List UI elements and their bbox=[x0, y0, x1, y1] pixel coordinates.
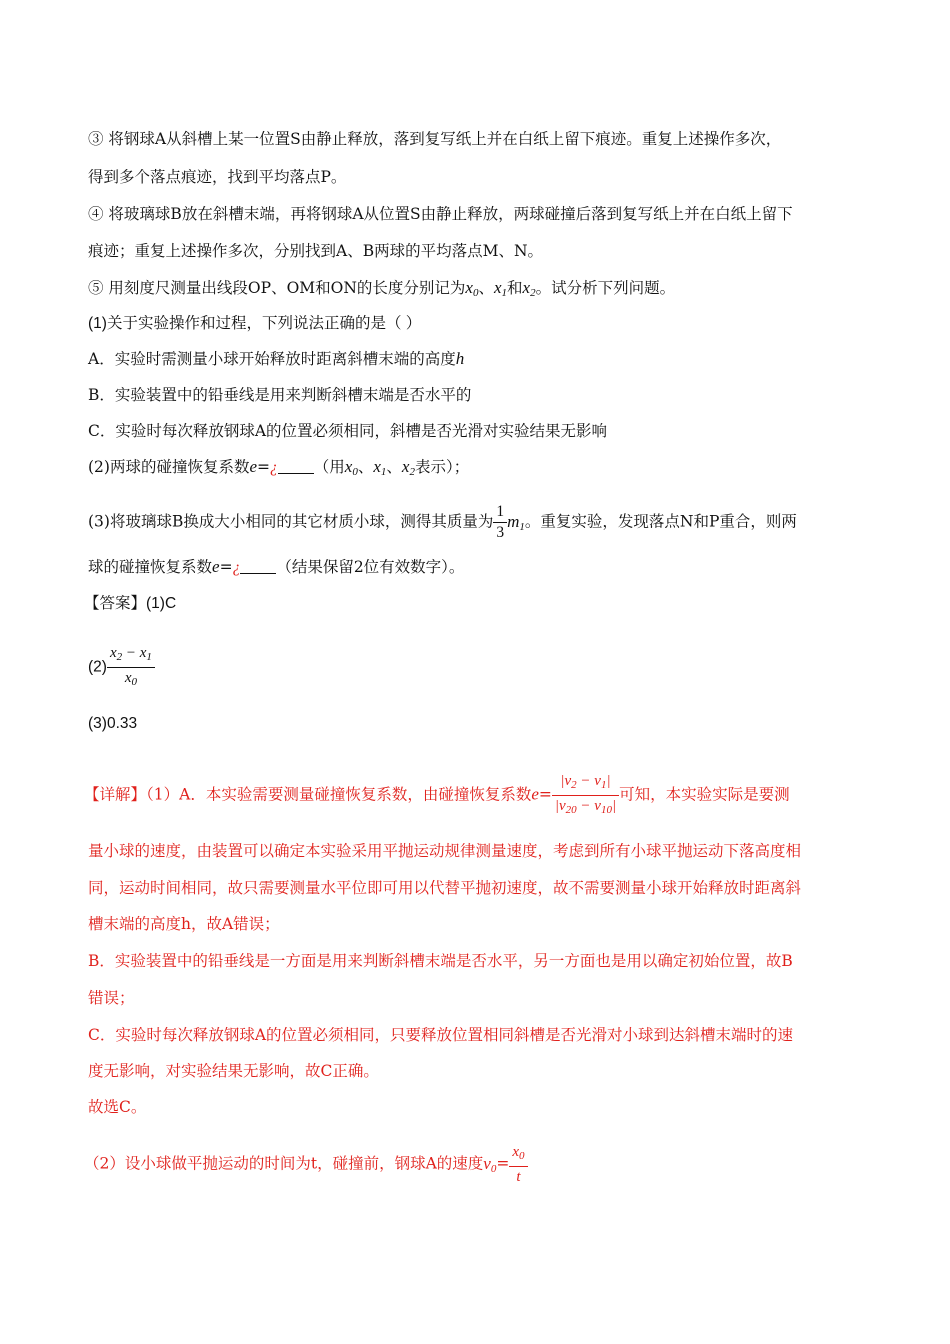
detail-line-2: 量小球的速度，由装置可以确定本实验采用平抛运动规律测量速度，考虑到所有小球平抛运动下落高度相 bbox=[88, 842, 802, 860]
detail-line-8: 度无影响，对实验结果无影响，故C正确。 bbox=[88, 1062, 379, 1080]
detail-line-3: 同，运动时间相同，故只需要测量水平位即可用以代替平抛初速度，故不需要测量小球开始释放时距离斜 bbox=[88, 879, 802, 897]
detail-line-4: 槽末端的高度h，故A错误； bbox=[88, 915, 280, 933]
answer-line-2 bbox=[88, 643, 155, 692]
step-3-line-1: ③ 将钢球A从斜槽上某一位置S由静止释放，落到复写纸上并在白纸上留下痕迹。重复上述操作多次， bbox=[88, 130, 782, 148]
answer-line-3: (3)0.33 bbox=[88, 715, 138, 732]
question-3-line-1: (3)将玻璃球B换成大小相同的其它材质小球，测得其质量为 $\frac{1}{3}$ $m_1$。重复实验，发现落点N和P重合，则两 bbox=[88, 503, 797, 541]
step-4-line-2: 痕迹；重复上述操作多次，分别找到A、B两球的平均落点M、N。 bbox=[88, 242, 544, 260]
question-3-tail-2: （结果保留2位有效数字）。 bbox=[276, 558, 465, 576]
question-1-option-c: C．实验时每次释放钢球A的位置必须相同，斜槽是否光滑对实验结果无影响 bbox=[88, 422, 608, 440]
question-2-tail: 表示）； bbox=[414, 458, 470, 476]
velocity-fraction: $\frac{x_0}{t}$ bbox=[509, 1142, 527, 1187]
detail-line-9: 故选C。 bbox=[88, 1098, 147, 1116]
answer-2-prefix: (2) bbox=[88, 658, 107, 676]
step-4-line-1: ④ 将玻璃球B放在斜槽末端，再将钢球A从位置S由静止释放，两球碰撞后落到复写纸上并在白纸上留下 bbox=[88, 205, 793, 223]
question-1-option-b: B．实验装置中的铅垂线是用来判断斜槽末端是否水平的 bbox=[88, 386, 472, 404]
detail-line-5: B．实验装置中的铅垂线是一方面是用来判断斜槽末端是否水平，另一方面也是用以确定初始位置，故B bbox=[88, 952, 793, 970]
question-3-text: (3)将玻璃球B换成大小相同的其它材质小球，测得其质量为 bbox=[88, 512, 494, 531]
question-1-stem: (1)关于实验操作和过程，下列说法正确的是（ ） bbox=[88, 315, 422, 332]
detail-text-10: （2）设小球做平抛运动的时间为t，碰撞前，钢球A的速度 bbox=[84, 1154, 484, 1173]
question-3-line-2: 球的碰撞恢复系数e=¿ （结果保留2位有效数字）。 bbox=[88, 557, 465, 576]
answer-blank-2 bbox=[278, 459, 314, 474]
restitution-fraction: $\frac{|v_2 - v_1|}{|v_{20} - v_{10}|}$ bbox=[552, 771, 619, 820]
detail-line-6: 错误； bbox=[88, 989, 135, 1007]
answer-label: 【答案】 bbox=[84, 594, 147, 612]
detail-line-10: （2）设小球做平抛运动的时间为t，碰撞前，钢球A的速度$v_0=$ $\frac{x_0}{t}$ bbox=[84, 1142, 528, 1187]
step-3-line-2: 得到多个落点痕迹，找到平均落点P。 bbox=[88, 168, 347, 186]
option-a-text: A．实验时需测量小球开始释放时距离斜槽末端的高度 bbox=[88, 350, 456, 368]
step-5-line: ⑤ 用刻度尺测量出线段OP、OM和ON的长度分别记为$x_0$、$x_1$和$x_2$。试分析下列问题。 bbox=[88, 278, 676, 299]
step-5-tail: 。试分析下列问题。 bbox=[535, 279, 676, 297]
question-3-tail: 。重复实验，发现落点N和P重合，则两 bbox=[524, 512, 797, 531]
step-5-text: ⑤ 用刻度尺测量出线段OP、OM和ON的长度分别记为 bbox=[88, 279, 466, 297]
detail-line-1: 【详解】（1）A．本实验需要测量碰撞恢复系数，由碰撞恢复系数e= $\frac{|v_2 - v_1|}{|v_{20} - v_{10}|}$ 可知，本实验实际是要测 bbox=[84, 771, 790, 820]
detail-text-1-tail: 可知，本实验实际是要测 bbox=[619, 785, 790, 804]
answer-2-fraction: $\frac{x_2 - x_1}{x_0}$ bbox=[107, 643, 155, 692]
question-3-text-2: 球的碰撞恢复系数 bbox=[88, 558, 213, 576]
fraction-one-third: $\frac{1}{3}$ bbox=[493, 502, 507, 543]
question-2-text: (2)两球的碰撞恢复系数 bbox=[88, 458, 250, 476]
question-1-option-a: A．实验时需测量小球开始释放时距离斜槽末端的高度h bbox=[88, 349, 465, 368]
answer-line-1 bbox=[84, 592, 176, 615]
detail-text-1: （1）A．本实验需要测量碰撞恢复系数，由碰撞恢复系数 bbox=[146, 785, 532, 804]
question-2-paren: （用 bbox=[313, 458, 345, 476]
detail-line-7: C．实验时每次释放钢球A的位置必须相同，只要释放位置相同斜槽是否光滑对小球到达斜槽末端时的速 bbox=[88, 1026, 794, 1044]
answer-1: (1)C bbox=[146, 595, 177, 612]
question-2-line: (2)两球的碰撞恢复系数e=¿ （用$x_0$、$x_1$、$x_2$表示）； bbox=[88, 457, 470, 478]
answer-blank-3 bbox=[240, 559, 276, 574]
detail-label: 【详解】 bbox=[84, 785, 147, 804]
